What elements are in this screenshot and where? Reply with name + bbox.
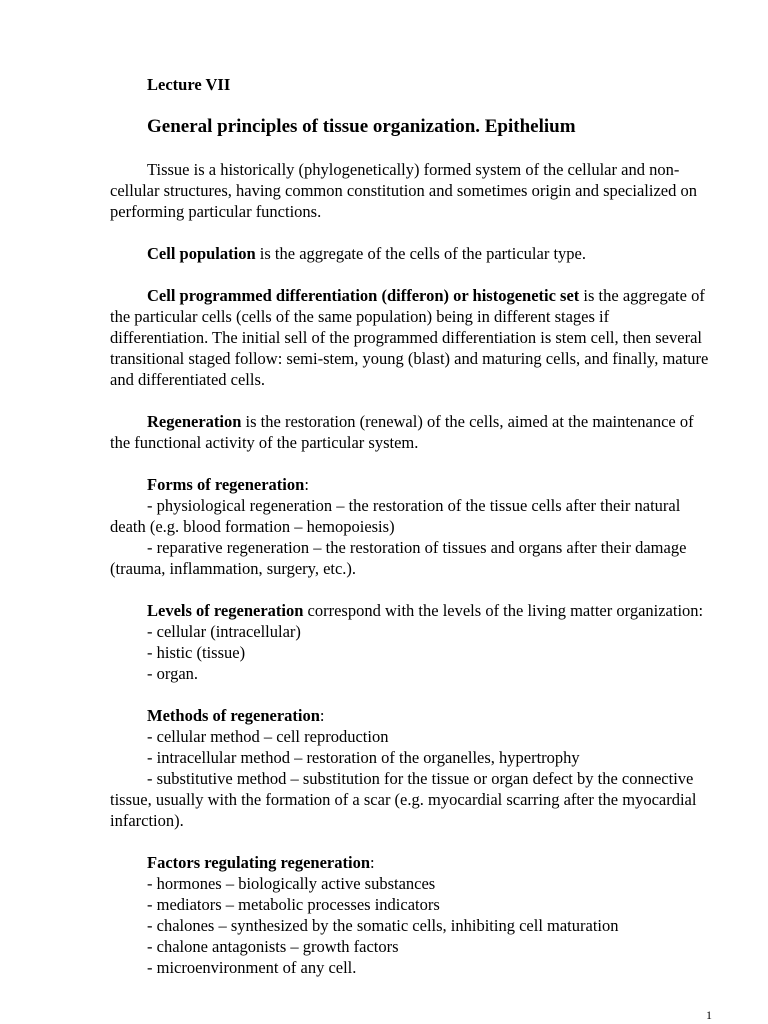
differon-term: Cell programmed differentiation (differon) or histogenetic set <box>147 286 580 305</box>
cell-population-term: Cell population <box>147 244 256 263</box>
levels-item: - organ. <box>147 664 199 683</box>
levels-text: correspond with the levels of the living matter organization: <box>303 601 704 620</box>
regeneration-paragraph <box>110 411 710 453</box>
methods-intracellular: - intracellular method – restoration of the organelles, hypertrophy <box>147 748 580 767</box>
differon-paragraph <box>110 285 710 390</box>
tissue-definition: Tissue is a historically (phylogenetically) formed system of the cellular and non-cellular structures, having common constitution and sometimes origin and specialized on performing particular functions. <box>110 160 697 221</box>
regeneration-text: is the restoration (renewal) of the cells, aimed at the maintenance of the functional activity of the particular system. <box>110 412 694 452</box>
page-number: 1 <box>706 1008 712 1022</box>
factors-item: - hormones – biologically active substances <box>147 874 436 893</box>
factors-heading-text: Factors regulating regeneration <box>147 853 371 872</box>
cell-population-text: is the aggregate of the cells of the particular type. <box>255 244 586 263</box>
forms-heading-colon: : <box>304 475 309 494</box>
cell-population-paragraph <box>110 243 710 264</box>
methods-substitutive: - substitutive method – substitution for the tissue or organ defect by the connective tissue, usually with the formation of a scar (e.g. myocardial scarring after the myocardial infarction). <box>110 769 697 830</box>
page-content <box>110 74 710 978</box>
forms-heading-text: Forms of regeneration <box>147 475 305 494</box>
levels-term: Levels of regeneration <box>147 601 304 620</box>
factors-heading-colon: : <box>370 853 375 872</box>
methods-heading-colon: : <box>319 706 325 725</box>
factors-item: - chalone antagonists – growth factors <box>147 937 399 956</box>
factors-item: - mediators – metabolic processes indicators <box>147 895 440 914</box>
forms-physiological: - physiological regeneration – the restoration of the tissue cells after their natural death (e.g. blood formation – hemopoiesis) <box>110 496 681 536</box>
levels-item: - cellular (intracellular) <box>147 622 301 641</box>
page-title: General principles of tissue organization. Epithelium <box>147 116 576 137</box>
regeneration-term: Regeneration <box>147 412 242 431</box>
levels-paragraph <box>110 600 710 621</box>
methods-cellular: - cellular method – cell reproduction <box>147 727 389 746</box>
methods-heading-text: Methods of regeneration <box>147 706 320 725</box>
levels-item: - histic (tissue) <box>147 643 246 662</box>
lecture-label: Lecture VII <box>147 75 231 94</box>
forms-reparative: - reparative regeneration – the restoration of tissues and organs after their damage (trauma, inflammation, surgery, etc.). <box>110 538 687 578</box>
factors-item: - microenvironment of any cell. <box>147 958 357 977</box>
factors-item: - chalones – synthesized by the somatic cells, inhibiting cell maturation <box>147 916 619 935</box>
factors-heading <box>110 852 710 873</box>
methods-heading <box>110 705 710 726</box>
forms-heading <box>110 474 710 495</box>
differon-text: is the aggregate of the particular cells (cells of the same population) being in different stages if differentiation. The initial sell of the programmed differentiation is stem cell, then several transitional staged follow: semi-stem, young (blast) and maturing cells, and finally, mature and differentiated cells. <box>110 286 709 389</box>
